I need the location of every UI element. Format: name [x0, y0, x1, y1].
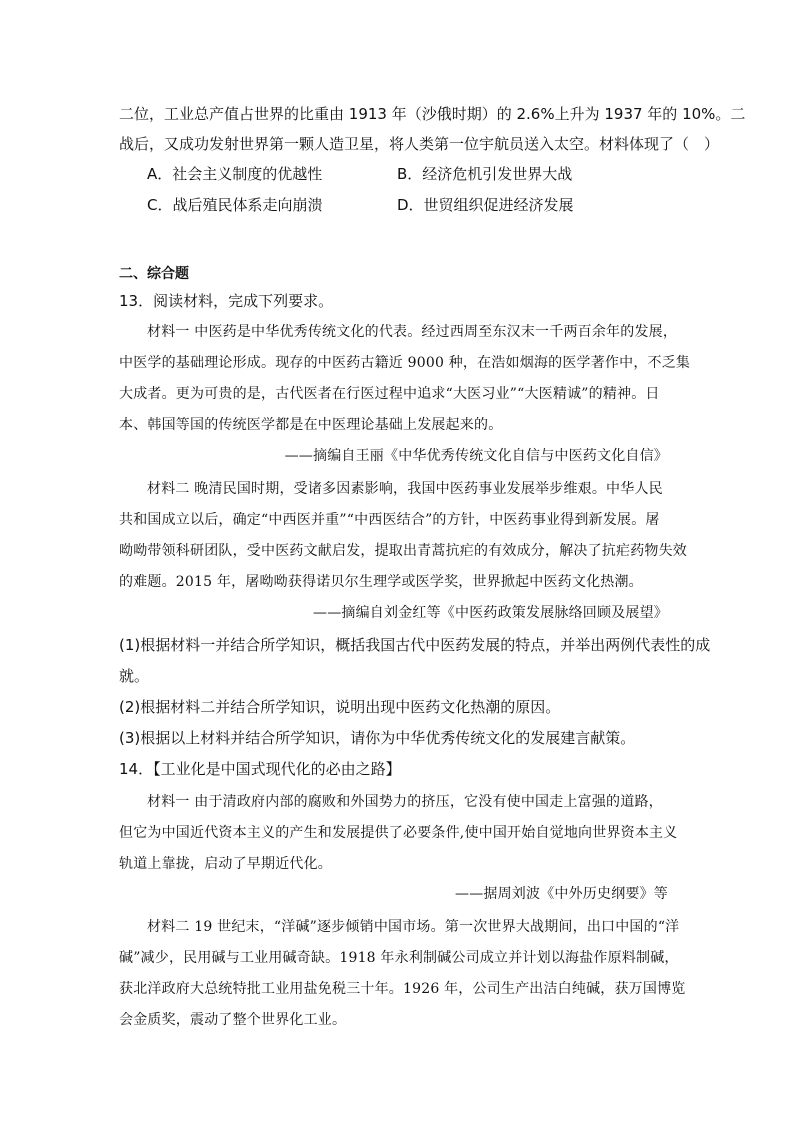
- q13-question-1-line-2: 就。: [119, 667, 150, 685]
- q14-source-1: ——据周刘波《中外历史纲要》等: [455, 886, 668, 902]
- q14-material1-line-2: 但它为中国近代资本主义的产生和发展提供了必要条件,使中国开始自觉地向世界资本主义: [119, 825, 678, 841]
- q12-option-b: B．经济危机引发世界大战: [397, 165, 573, 183]
- q13-material2-line-1: 材料二 晚清民国时期，受诸多因素影响，我国中医药事业发展举步维艰。中华人民: [147, 481, 663, 497]
- q12-option-a: A．社会主义制度的优越性: [147, 165, 323, 183]
- q12-line-1: 二位，工业总产值占世界的比重由 1913 年（沙俄时期）的 2.6%上升为 1937 年的 10%。二: [119, 105, 746, 123]
- q14-title: 14．【工业化是中国式现代化的必由之路】: [119, 760, 401, 778]
- q13-question-3: (3)根据以上材料并结合所学知识，请你为中华优秀传统文化的发展建言献策。: [119, 729, 636, 747]
- q13-material1-line-3: 大成者。更为可贵的是，古代医者在行医过程中追求“大医习业”“大医精诚”的精神。日: [119, 386, 660, 402]
- q13-question-2: (2)根据材料二并结合所学知识，说明出现中医药文化热潮的原因。: [119, 698, 561, 716]
- q13-material1-line-4: 本、韩国等国的传统医学都是在中医理论基础上发展起来的。: [119, 417, 503, 433]
- q14-material2-line-4: 会金质奖，震动了整个世界化工业。: [119, 1012, 347, 1028]
- q14-material2-line-2: 碱”减少，民用碱与工业用碱奇缺。1918 年永利制碱公司成立并计划以海盐作原料制碱，: [119, 950, 679, 966]
- q13-material1-line-2: 中医学的基础理论形成。现存的中医药古籍近 9000 种，在浩如烟海的医学著作中，不乏集: [119, 355, 691, 371]
- q13-material2-line-4: 的难题。2015 年，屠呦呦获得诺贝尔生理学或医学奖，世界掀起中医药文化热潮。: [119, 574, 643, 590]
- q13-source-2: ——摘编自刘金红等《中医药政策发展脉络回顾及展望》: [313, 605, 668, 621]
- q13-material1-line-1: 材料一 中医药是中华优秀传统文化的代表。经过西周至东汉末一千两百余年的发展，: [147, 324, 678, 340]
- q14-material2-line-3: 获北洋政府大总统特批工业用盐免税三十年。1926 年，公司生产出洁白纯碱，获万国博览: [119, 981, 686, 997]
- q12-option-d: D．世贸组织促进经济发展: [397, 196, 574, 214]
- q12-option-c: C．战后殖民体系走向崩溃: [147, 196, 323, 214]
- section-title: 二、综合题: [119, 266, 189, 282]
- q13-intro: 13．阅读材料，完成下列要求。: [119, 292, 334, 310]
- q13-material2-line-3: 呦呦带领科研团队，受中医药文献启发，提取出青蒿抗疟的有效成分，解决了抗疟药物失效: [119, 543, 687, 559]
- q14-material1-line-1: 材料一 由于清政府内部的腐败和外国势力的挤压，它没有使中国走上富强的道路，: [147, 794, 663, 810]
- q13-question-1-line-1: (1)根据材料一并结合所学知识，概括我国古代中医药发展的特点，并举出两例代表性的成: [119, 636, 711, 654]
- q14-material2-line-1: 材料二 19 世纪末，“洋碱”逐步倾销中国市场。第一次世界大战期间，出口中国的“洋: [147, 919, 680, 935]
- q14-material1-line-3: 轨道上靠拢，启动了早期近代化。: [119, 856, 332, 872]
- q12-line-2: 战后，又成功发射世界第一颗人造卫星，将人类第一位宇航员送入太空。材料体现了（ ）: [119, 135, 720, 153]
- q13-source-1: ——摘编自王丽《中华优秀传统文化自信与中医药文化自信》: [284, 448, 668, 464]
- q13-material2-line-2: 共和国成立以后，确定“中西医并重”“中西医结合”的方针，中医药事业得到新发展。屠: [119, 512, 660, 528]
